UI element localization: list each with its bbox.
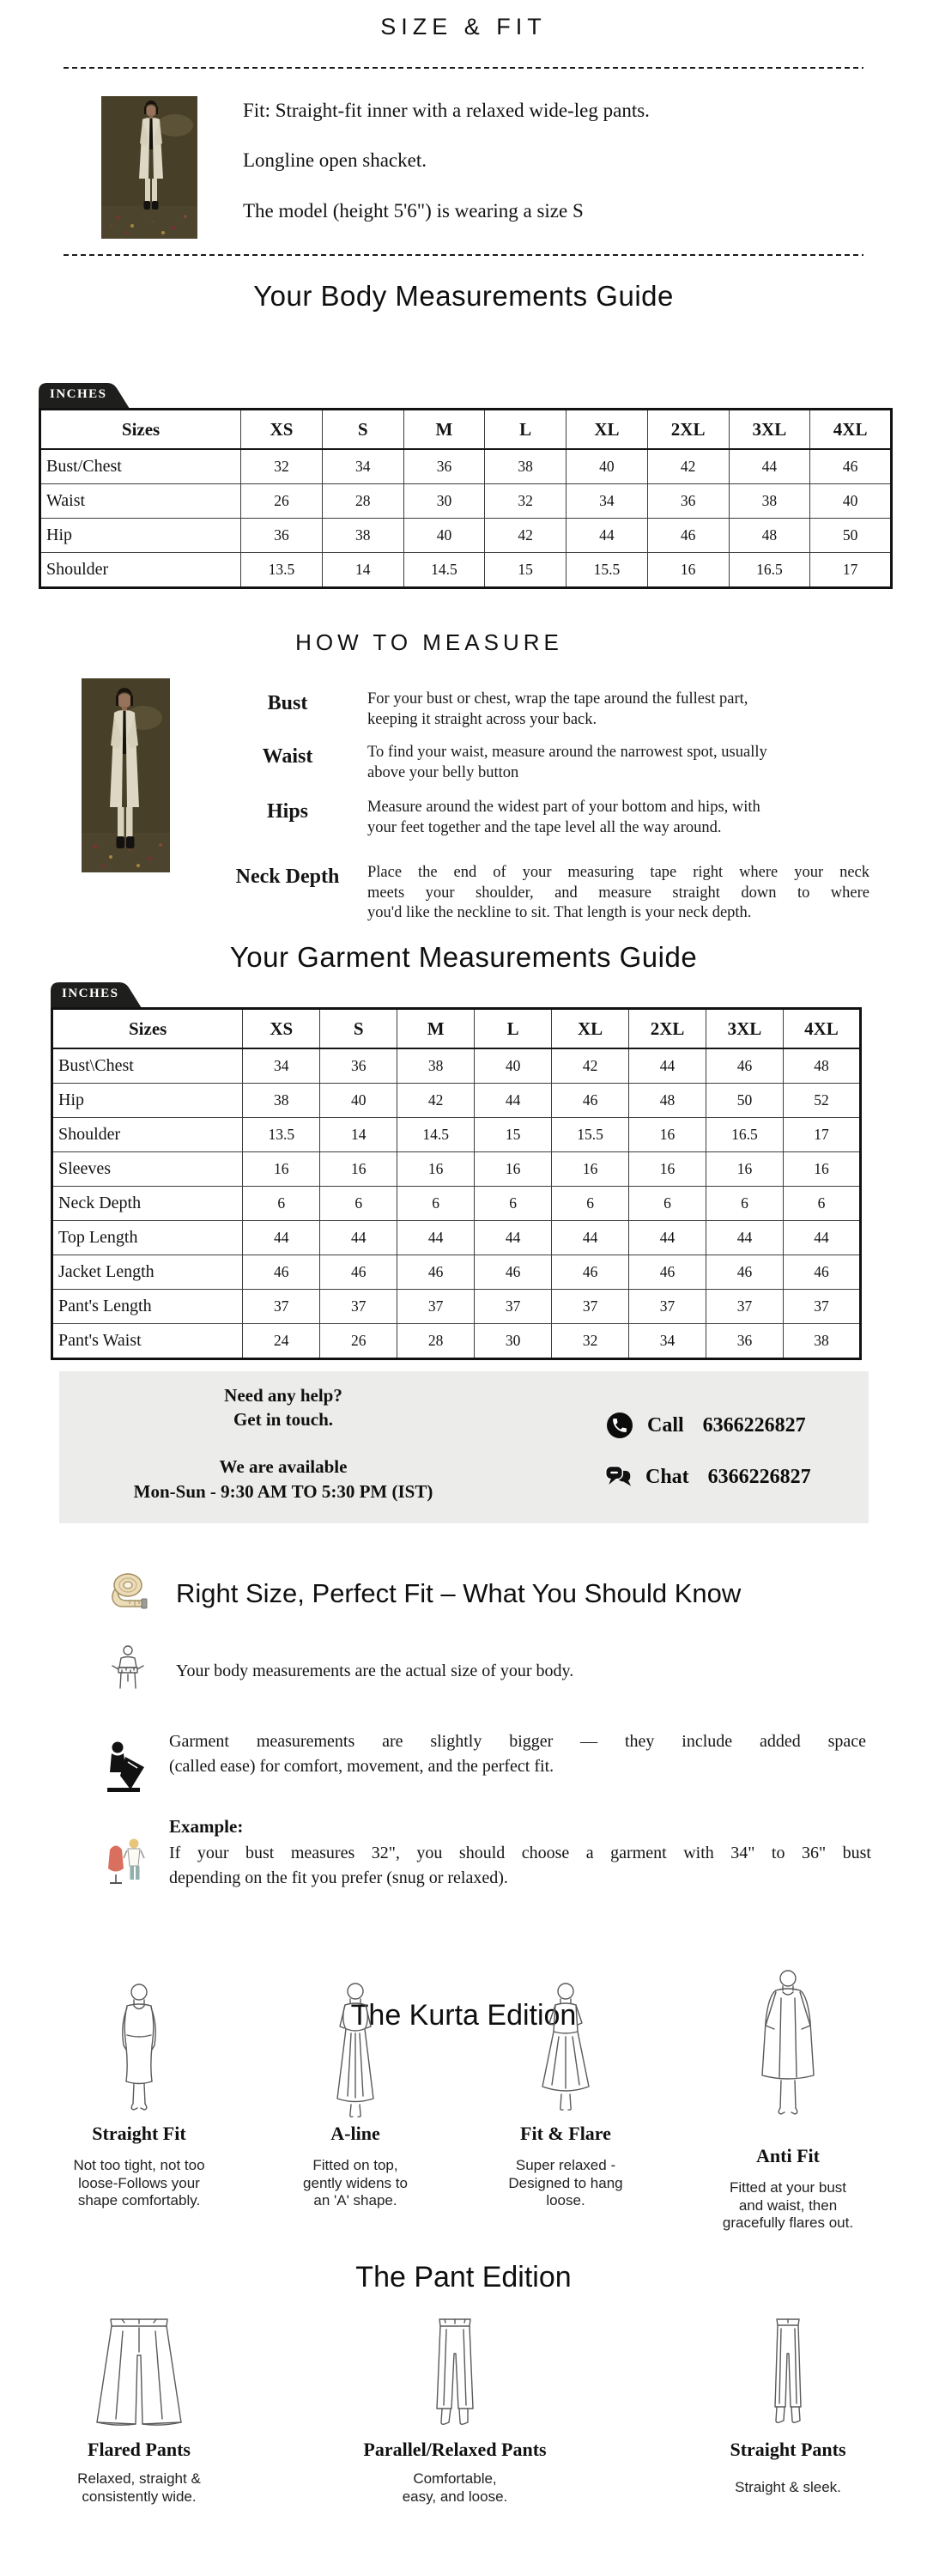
fit-desc-line: Relaxed, straight & [77,2470,201,2487]
right-size-line: (called ease) for comfort, movement, and the perfect fit. [169,1757,554,1776]
row-label: Shoulder [52,1118,243,1152]
measurements-table [51,1007,862,1360]
cell-value: 44 [397,1221,475,1255]
cell-value: 37 [397,1290,475,1324]
fit-desc-line: Comfortable, [413,2470,497,2487]
cell-value: 28 [397,1324,475,1359]
cell-value: 30 [475,1324,552,1359]
cell-value: 42 [647,449,729,484]
right-size-item-3 [169,1841,871,1891]
table-row [52,1324,861,1359]
table-row [40,484,892,519]
cell-value: 40 [320,1084,397,1118]
column-header: L [475,1009,552,1049]
fit-desc-line: loose. [546,2192,585,2208]
cell-value: 40 [475,1048,552,1084]
measure-desc-line: For your bust or chest, wrap the tape around the fullest part, [367,690,748,708]
cell-value: 44 [629,1221,706,1255]
table-row [40,519,892,553]
cell-value: 36 [403,449,485,484]
cell-value: 26 [241,484,323,519]
measure-desc-line: your feet together and the tape level all the way around. [367,818,722,836]
cell-value: 6 [475,1187,552,1221]
pant-fit-flared [27,2310,251,2506]
column-header: XL [566,410,648,450]
parallel-pants-figure [421,2316,489,2432]
cell-value: 28 [322,484,403,519]
right-size-line: If your bust measures 32", you should choose a garment with 34" to 36" bust [169,1844,871,1862]
cell-value: 37 [552,1290,629,1324]
fit-desc-line: an 'A' shape. [313,2192,397,2208]
chat-icon [604,1463,632,1491]
inches-tag [51,982,142,1008]
cell-value: 44 [552,1221,629,1255]
cell-value: 6 [552,1187,629,1221]
cell-value: 6 [243,1187,320,1221]
chat-row[interactable] [604,1463,811,1491]
phone-icon [606,1412,633,1439]
fit-desc-line: Fitted on top, [312,2157,398,2173]
cell-value: 24 [243,1324,320,1359]
cell-value: 13.5 [243,1118,320,1152]
call-number: 6366226827 [702,1413,806,1437]
pant-fit-parallel [343,2310,566,2506]
measure-label-neck-depth: Neck Depth [235,866,340,888]
cell-value: 32 [552,1324,629,1359]
garment-guide-title: Your Garment Measurements Guide [229,941,698,973]
measure-desc-line: above your belly button [367,763,519,781]
row-label: Pant's Length [52,1290,243,1324]
cell-value: 40 [403,519,485,553]
fit-summary-line: The model (height 5'6") is wearing a size S [243,200,584,222]
cell-value: 37 [243,1290,320,1324]
measure-label-waist: Waist [262,745,313,768]
cell-value: 46 [475,1255,552,1290]
cell-value: 44 [566,519,648,553]
cell-value: 42 [485,519,566,553]
fit-desc [27,2470,251,2506]
kurta-edition-title: The Kurta Edition [350,1999,577,2032]
cell-value: 34 [243,1048,320,1084]
model-photo [82,678,170,872]
cell-value: 16 [706,1152,784,1187]
cell-value: 44 [475,1084,552,1118]
cell-value: 46 [783,1255,860,1290]
column-header: 3XL [729,410,810,450]
cell-value: 16 [647,553,729,588]
help-heading: Need any help? [224,1385,342,1406]
cell-value: 46 [243,1255,320,1290]
table-row [52,1187,861,1221]
column-header: 4XL [810,410,892,450]
measure-desc-bust [367,690,869,730]
fit-desc-line: shape comfortably. [77,2192,201,2208]
row-label: Shoulder [40,553,241,588]
cell-value: 16.5 [729,553,810,588]
body-measure-icon [110,1645,146,1692]
cell-value: 40 [810,484,892,519]
row-label: Sleeves [52,1152,243,1187]
help-subheading: Get in touch. [233,1409,334,1430]
cell-value: 16 [475,1152,552,1187]
row-label: Pant's Waist [52,1324,243,1359]
column-header: 2XL [629,1009,706,1049]
how-to-measure-title: HOW TO MEASURE [295,629,563,655]
row-label: Hip [52,1084,243,1118]
fit-desc-line: gracefully flares out. [722,2215,854,2231]
cell-value: 36 [320,1048,397,1084]
cell-value: 46 [647,519,729,553]
cell-value: 38 [397,1048,475,1084]
kurta-fit-aline [257,1966,454,2210]
row-label: Bust/Chest [40,449,241,484]
measure-desc-waist [367,743,869,783]
chat-label: Chat [645,1465,689,1488]
fit-desc-line: and waist, then [738,2196,838,2214]
measure-desc-line: you'd like the neckline to sit. That length is your neck depth. [367,904,752,921]
inches-tag-label: INCHES [62,987,119,1000]
straight-pants-figure [762,2316,814,2432]
page-title: SIZE & FIT [380,14,547,39]
fit-desc [467,2157,664,2210]
column-header: M [397,1009,475,1049]
cell-value: 6 [320,1187,397,1221]
cell-value: 46 [552,1084,629,1118]
cell-value: 44 [706,1221,784,1255]
help-hours: Mon-Sun - 9:30 AM TO 5:30 PM (IST) [133,1481,433,1502]
pant-fit-straight [676,2310,900,2497]
measuring-tape-icon [104,1571,148,1613]
measure-label-bust: Bust [267,692,308,714]
cell-value: 38 [729,484,810,519]
measure-desc-hips [367,798,869,838]
row-label: Waist [40,484,241,519]
kurta-fit-straight [40,1966,238,2210]
example-heading: Example: [169,1816,244,1837]
cell-value: 32 [485,484,566,519]
cell-value: 16.5 [706,1118,784,1152]
column-header: 3XL [706,1009,784,1049]
fit-desc-line: loose-Follows your [78,2174,200,2191]
row-label: Bust\Chest [52,1048,243,1084]
measure-desc-line: Measure around the widest part of your bottom and hips, with [367,799,760,816]
measurements-table [39,408,893,589]
fitting-example-icon [101,1834,148,1886]
cell-value: 15 [475,1118,552,1152]
measure-desc-line: Place the end of your measuring tape right where your neck [367,864,869,881]
cell-value: 16 [320,1152,397,1187]
cell-value: 44 [629,1048,706,1084]
cell-value: 44 [783,1221,860,1255]
fit-name: A-line [330,2123,380,2144]
cell-value: 6 [397,1187,475,1221]
cell-value: 16 [783,1152,860,1187]
column-header: S [320,1009,397,1049]
cell-value: 46 [397,1255,475,1290]
cell-value: 52 [783,1084,860,1118]
chat-number: 6366226827 [707,1465,811,1488]
cell-value: 14.5 [397,1118,475,1152]
cell-value: 6 [629,1187,706,1221]
help-availability: We are available [219,1456,348,1477]
column-header: XS [243,1009,320,1049]
cell-value: 6 [706,1187,784,1221]
right-size-line: Garment measurements are slightly bigger — they include added space [169,1732,866,1751]
pant-edition-title: The Pant Edition [355,2261,572,2293]
column-header: XS [241,410,323,450]
cell-value: 37 [706,1290,784,1324]
measure-desc-neck-depth [367,863,869,924]
cell-value: 16 [552,1152,629,1187]
fit-name: Parallel/Relaxed Pants [363,2439,547,2460]
call-label: Call [647,1413,684,1437]
cell-value: 13.5 [241,553,323,588]
cell-value: 44 [320,1221,397,1255]
fit-desc-line: Fitted at your bust [729,2179,847,2196]
fit-name: Anti Fit [756,2145,820,2166]
cell-value: 48 [729,519,810,553]
cell-value: 17 [810,553,892,588]
column-header: L [485,410,566,450]
cell-value: 38 [485,449,566,484]
inches-tag-label: INCHES [50,387,107,401]
fit-name: Straight Pants [730,2439,846,2460]
anti-fit-figure [736,1969,839,2129]
cell-value: 36 [241,519,323,553]
fit-desc-line: Super relaxed - [515,2157,616,2173]
fit-desc [676,2479,900,2497]
cell-value: 46 [706,1048,784,1084]
cell-value: 37 [629,1290,706,1324]
kurta-fit-fit-flare [467,1966,664,2210]
fit-summary-line: Longline open shacket. [243,149,427,171]
table-row [52,1152,861,1187]
table-row [52,1048,861,1084]
cell-value: 44 [475,1221,552,1255]
right-size-item-1: Your body measurements are the actual size of your body. [176,1662,574,1680]
cell-value: 46 [629,1255,706,1290]
fit-desc-line: Not too tight, not too [73,2157,205,2173]
measure-label-hips: Hips [266,800,309,823]
cell-value: 42 [397,1084,475,1118]
fit-desc-line: Designed to hang [508,2174,623,2191]
fit-name: Flared Pants [88,2439,191,2460]
fit-desc-line: consistently wide. [82,2488,197,2505]
fit-desc [343,2470,566,2506]
column-header: 4XL [783,1009,860,1049]
column-header: S [322,410,403,450]
column-header: 2XL [647,410,729,450]
cell-value: 16 [397,1152,475,1187]
cell-value: 26 [320,1324,397,1359]
fit-name: Straight Fit [92,2123,186,2144]
cell-value: 46 [320,1255,397,1290]
body-guide-title: Your Body Measurements Guide [253,280,674,312]
table-row [52,1084,861,1118]
measure-desc-line: To find your waist, measure around the narrowest spot, usually [367,744,767,761]
table-row [40,449,892,484]
column-header: M [403,410,485,450]
call-row[interactable] [606,1412,806,1439]
cell-value: 34 [629,1324,706,1359]
column-header: Sizes [52,1009,243,1049]
cell-value: 50 [810,519,892,553]
fit-desc-line: Straight & sleek. [735,2479,841,2495]
column-header: Sizes [40,410,241,450]
table-row [52,1255,861,1290]
cell-value: 46 [706,1255,784,1290]
right-size-line: depending on the fit you prefer (snug or relaxed). [169,1868,508,1887]
measure-desc-line: meets your shoulder, and measure straight down to where [367,884,869,902]
row-label: Neck Depth [52,1187,243,1221]
cell-value: 48 [783,1048,860,1084]
column-header: XL [552,1009,629,1049]
row-label: Jacket Length [52,1255,243,1290]
fit-desc [40,2157,238,2210]
table-row [52,1221,861,1255]
cell-value: 38 [783,1324,860,1359]
cell-value: 48 [629,1084,706,1118]
fit-name: Fit & Flare [520,2123,611,2144]
cell-value: 15.5 [552,1118,629,1152]
a-line-figure [304,1982,407,2119]
straight-fit-figure [88,1982,191,2119]
cell-value: 16 [629,1118,706,1152]
body-measurements-table [39,408,893,589]
fit-summary-line: Fit: Straight-fit inner with a relaxed wide-leg pants. [243,100,650,121]
cell-value: 6 [783,1187,860,1221]
fit-desc [689,2179,887,2233]
cell-value: 16 [629,1152,706,1187]
cell-value: 15 [485,553,566,588]
cell-value: 42 [552,1048,629,1084]
cell-value: 16 [243,1152,320,1187]
cell-value: 30 [403,484,485,519]
garment-measurements-table [51,1007,862,1360]
cell-value: 34 [566,484,648,519]
right-size-title: Right Size, Perfect Fit – What You Should Know [176,1578,742,1608]
row-label: Hip [40,519,241,553]
table-row [52,1118,861,1152]
cell-value: 34 [322,449,403,484]
fit-desc-line: easy, and loose. [402,2488,508,2505]
fit-desc-line: gently widens to [303,2174,408,2191]
measure-desc-line: keeping it straight across your back. [367,710,597,728]
cell-value: 38 [322,519,403,553]
cell-value: 40 [566,449,648,484]
divider-dashed-top [64,67,863,69]
cell-value: 50 [706,1084,784,1118]
cell-value: 15.5 [566,553,648,588]
cell-value: 37 [475,1290,552,1324]
cell-value: 14 [320,1118,397,1152]
table-row [52,1290,861,1324]
cell-value: 38 [243,1084,320,1118]
right-size-item-2 [169,1729,866,1779]
kurta-fit-anti-fit [689,1966,887,2233]
flared-pants-figure [83,2316,195,2432]
divider-dashed-bottom [64,254,863,256]
model-photo [101,96,197,239]
cell-value: 36 [706,1324,784,1359]
cell-value: 46 [552,1255,629,1290]
fit-desc [257,2157,454,2210]
cell-value: 44 [729,449,810,484]
cell-value: 32 [241,449,323,484]
cell-value: 46 [810,449,892,484]
cell-value: 17 [783,1118,860,1152]
cell-value: 37 [320,1290,397,1324]
cell-value: 14 [322,553,403,588]
row-label: Top Length [52,1221,243,1255]
cell-value: 14.5 [403,553,485,588]
cell-value: 36 [647,484,729,519]
inches-tag [39,383,130,409]
cell-value: 44 [243,1221,320,1255]
fit-and-flare-figure [514,1982,617,2119]
tailor-icon [105,1740,148,1793]
table-row [40,553,892,588]
cell-value: 37 [783,1290,860,1324]
